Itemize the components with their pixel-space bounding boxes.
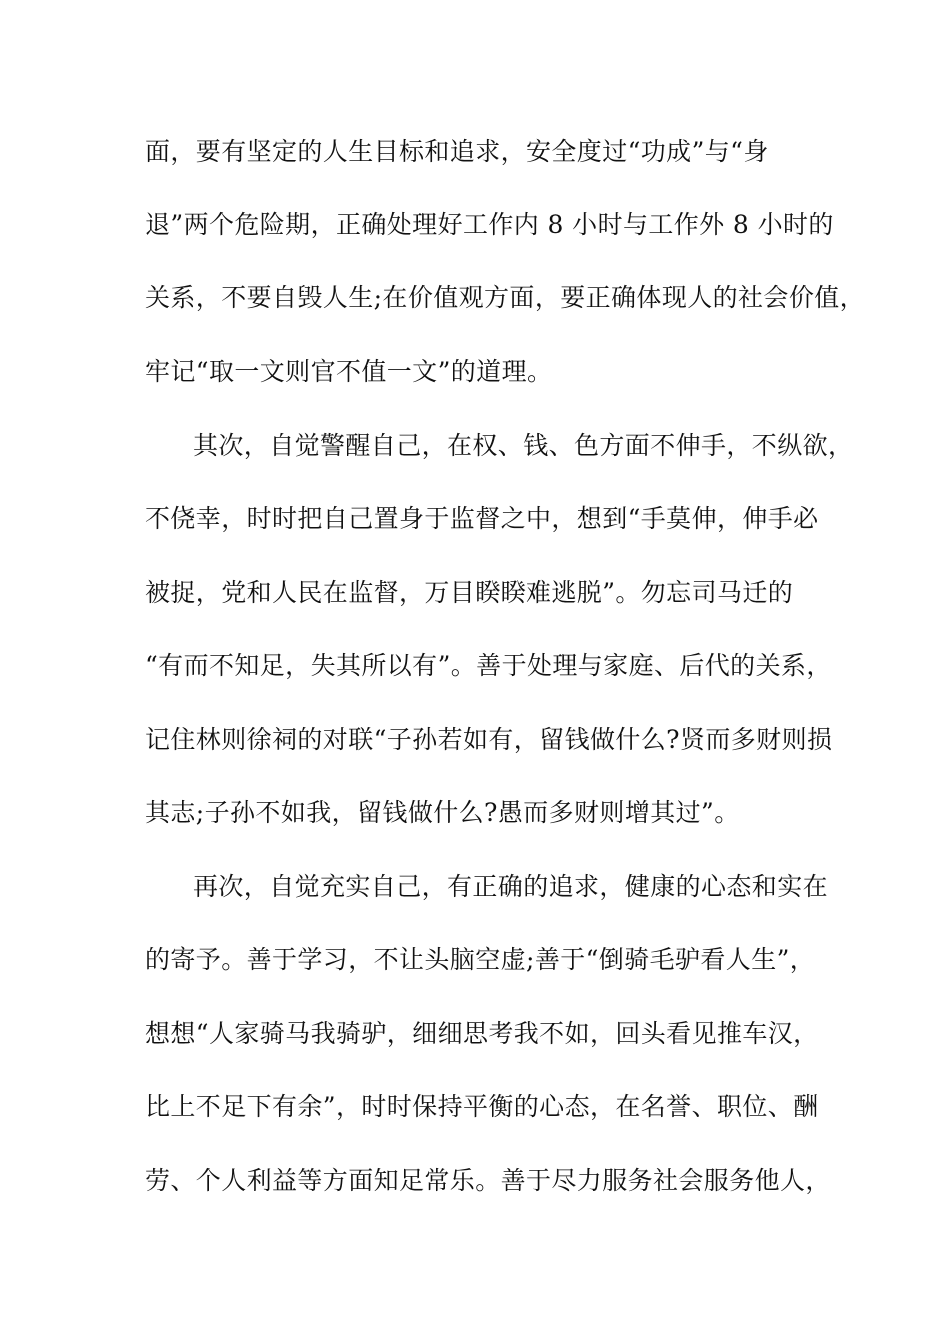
- text-line: 比上不足下有余”，时时保持平衡的心态，在名誉、职位、酬: [145, 1092, 819, 1121]
- text-line: 劳、个人利益等方面知足常乐。善于尽力服务社会服务他人，: [145, 1166, 831, 1195]
- text-line: 面，要有坚定的人生目标和追求，安全度过“功成”与“身: [145, 137, 769, 166]
- text-line: 不侥幸，时时把自己置身于监督之中，想到“手莫伸，伸手必: [145, 504, 819, 533]
- text-line: “有而不知足，失其所以有”。善于处理与家庭、后代的关系，: [145, 651, 832, 680]
- text-line: 其志;子孙不如我，留钱做什么?愚而多财则增其过”。: [145, 798, 740, 827]
- text-line: 退”两个危险期，正确处理好工作内 8 小时与工作外 8 小时的: [145, 210, 834, 239]
- paragraph-start-line: 其次，自觉警醒自己，在权、钱、色方面不伸手，不纵欲，: [193, 431, 854, 460]
- text-line: 想想“人家骑马我骑驴，细细思考我不如，回头看见推车汉，: [145, 1019, 819, 1048]
- paragraph-start-line: 再次，自觉充实自己，有正确的追求，健康的心态和实在: [193, 872, 829, 901]
- text-line: 的寄予。善于学习，不让头脑空虚;善于“倒骑毛驴看人生”，: [145, 945, 816, 974]
- text-line: 记住林则徐祠的对联“子孙若如有，留钱做什么?贤而多财则损: [145, 725, 833, 754]
- text-line: 关系，不要自毁人生;在价值观方面，要正确体现人的社会价值，: [145, 283, 866, 312]
- text-line: 被捉，党和人民在监督，万目睽睽难逃脱”。勿忘司马迁的: [145, 578, 794, 607]
- text-line: 牢记“取一文则官不值一文”的道理。: [145, 357, 553, 386]
